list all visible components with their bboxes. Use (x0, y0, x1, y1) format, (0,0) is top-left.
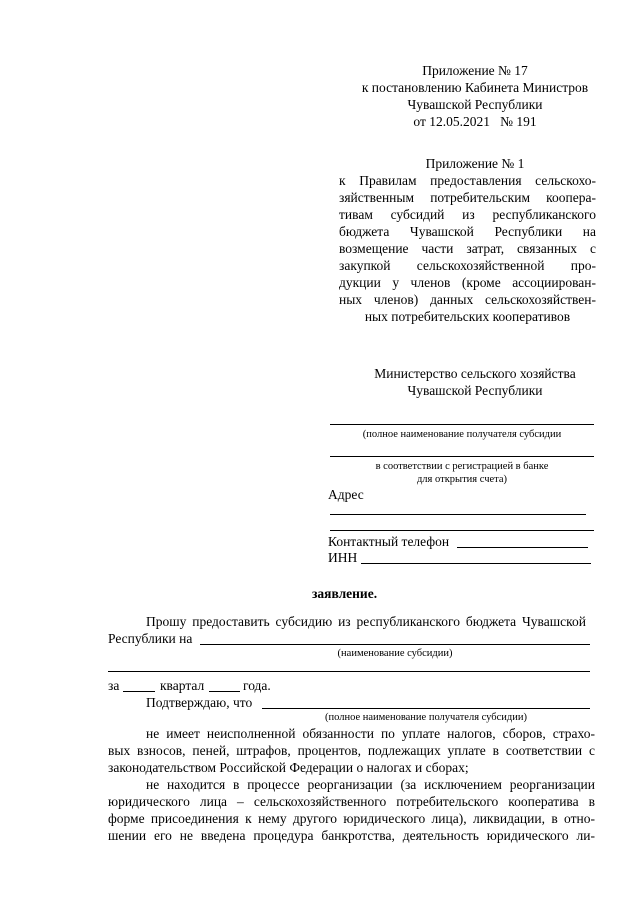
addressee-line1: Министерство сельского хозяйства (374, 366, 576, 381)
appendix1-title: Приложение № 1 (425, 156, 525, 171)
para1-line: не имеет неисполненной обязанности по уплате налогов, сборов, страхо- (146, 726, 595, 741)
bank-caption-line1: в соответствии с регистрацией в банке (375, 461, 549, 472)
appendix1-line: зяйственным потребительским коопера- (339, 190, 596, 205)
recipient-name-caption: (полное наименование получателя субсидии (362, 429, 562, 440)
appendix1-line: ных членов) данных сельскохозяйствен- (339, 292, 596, 307)
confirm-recipient-field[interactable] (262, 708, 590, 709)
para2-line: не находится в процессе реорганизации (за исключением реорганизации (146, 777, 595, 792)
para1-line: законодательством Российской Федерации о налогах и сборах; (108, 760, 469, 775)
year-field[interactable] (209, 691, 240, 692)
addressee-line2: Чувашской Республики (407, 383, 543, 398)
appendix17-date: от 12.05.2021 № 191 (413, 114, 537, 129)
appendix1-line: дукции у членов (кроме ассоциирован- (339, 275, 596, 290)
appendix1-line: закупкой сельскохозяйственной про- (339, 258, 596, 273)
address-field[interactable] (330, 514, 586, 515)
phone-field[interactable] (457, 547, 588, 548)
request-line2: Республики на (108, 631, 193, 646)
confirm-label: Подтверждаю, что (146, 695, 253, 710)
appendix17-title: Приложение № 17 (422, 63, 528, 78)
para2-line: форме присоединения к нему другого юридического лица), ликвидации, в отно- (108, 811, 595, 826)
request-line1: Прошу предоставить субсидию из республиканского бюджета Чувашской (146, 614, 586, 629)
appendix1-line: ных потребительских кооперативов (364, 309, 571, 324)
period-quarter: квартал (160, 678, 205, 693)
para1-line: вых взносов, пеней, штрафов, процентов, подлежащих уплате в соответствии с (108, 743, 595, 758)
inn-label: ИНН (328, 550, 358, 565)
recipient-name-field-2[interactable] (330, 456, 594, 457)
quarter-field[interactable] (123, 691, 155, 692)
para2-line: шении его не введена процедура банкротства, деятельность юридического ли- (108, 828, 595, 843)
inn-field[interactable] (361, 563, 591, 564)
period-za: за (108, 678, 120, 693)
confirm-recipient-caption: (полное наименование получателя субсидии) (325, 712, 527, 723)
appendix1-line: тивам субсидий из республиканского (339, 207, 596, 222)
appendix1-line: бюджета Чувашской Республики на (339, 224, 596, 239)
address-field-2[interactable] (330, 530, 594, 531)
appendix1-line: возмещение части затрат, связанных с (339, 241, 596, 256)
period-year: года. (243, 678, 271, 693)
para2-line: юридического лица – сельскохозяйственного потребительского кооператива в (108, 794, 595, 809)
address-label: Адрес (328, 487, 364, 502)
subsidy-caption: (наименование субсидии) (337, 648, 453, 659)
appendix1-line: к Правилам предоставления сельскохо- (339, 173, 596, 188)
phone-label: Контактный телефон (328, 534, 450, 549)
subsidy-name-field[interactable] (200, 644, 590, 645)
subsidy-name-field-2[interactable] (108, 671, 590, 672)
bank-caption-line2: для открытия счета) (416, 474, 508, 485)
recipient-name-field[interactable] (330, 424, 594, 425)
statement-title: заявление. (312, 586, 378, 601)
appendix17-line3: Чувашской Республики (407, 97, 543, 112)
appendix17-line2: к постановлению Кабинета Министров (361, 80, 589, 95)
